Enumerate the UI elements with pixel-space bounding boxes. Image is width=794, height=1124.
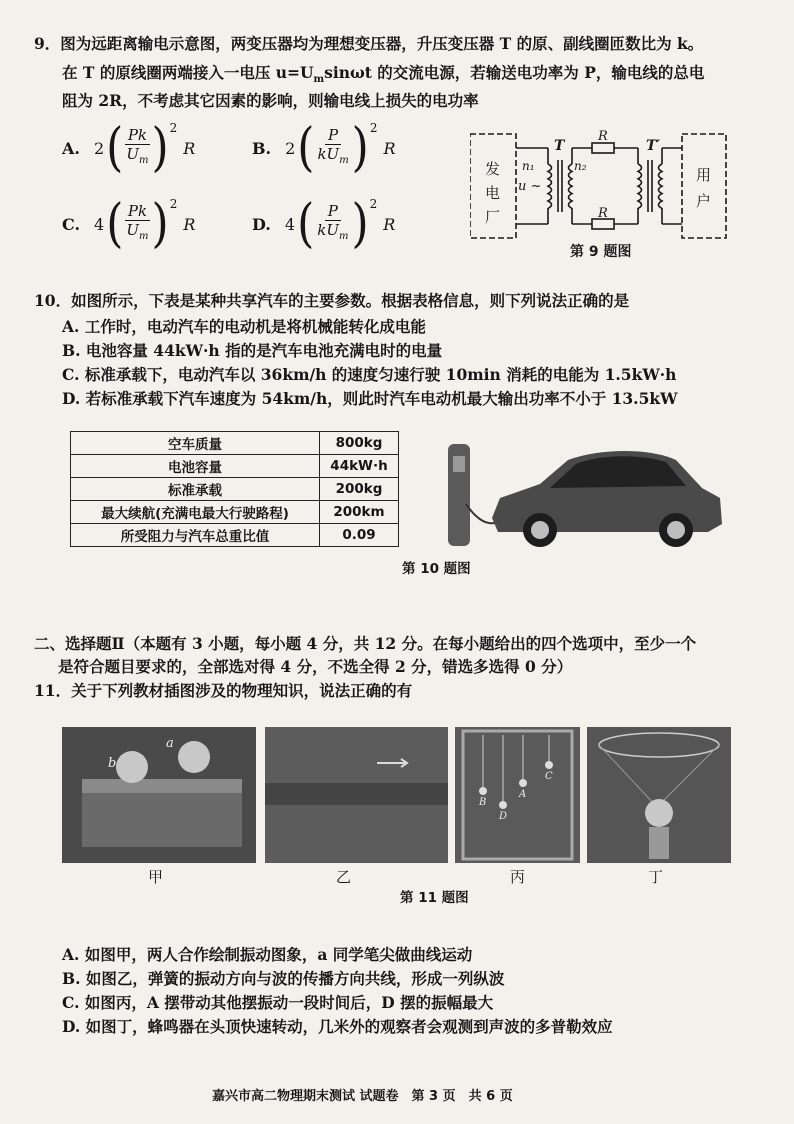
q10-figure-caption: 第 10 题图 xyxy=(402,561,471,577)
user-char-2: 户 xyxy=(696,192,712,210)
q9-figure-caption: 第 9 题图 xyxy=(570,244,632,260)
transformer-t2-label: T′ xyxy=(646,138,661,154)
photo-label-ding: 丁 xyxy=(648,868,664,886)
q9-option-b[interactable]: B. 2 ( $\frac{P}{kU_m}$ ) 2 R xyxy=(252,116,396,178)
photo-bing xyxy=(455,727,580,863)
q10-line-1: 10．如图所示，下表是某种共享汽车的主要参数。根据表格信息，则下列说法正确的是 xyxy=(34,291,630,310)
section2-line-1: 二、选择题Ⅱ（本题有 3 小题，每小题 4 分，共 12 分。在每小题给出的四个选项中，至少一个 xyxy=(34,634,697,653)
transformer-t-label: T xyxy=(554,138,565,154)
q9-line-2: 在 T 的原线圈两端接入一电压 $u=U_m\sin\omega t$ 的交流电源，若输送电功率为 P，输电线的总电 xyxy=(62,63,705,86)
q9-option-d[interactable]: D. 4 ( $\frac{P}{kU_m}$ ) 2 R xyxy=(252,192,396,254)
front-wheel xyxy=(531,521,549,539)
q9-line-1: 9．图为远距离输电示意图，两变压器均为理想变压器，升压变压器 T 的原、副线圈匝数比为 k。 xyxy=(34,34,704,53)
q10-option-a[interactable]: A. 工作时，电动汽车的电动机是将机械能转化成电能 xyxy=(62,317,426,336)
person-a-label: a xyxy=(166,736,174,751)
q11-option-d[interactable]: D. 如图丁，蜂鸣器在头顶快速转动，几米外的观察者会观测到声波的多普勒效应 xyxy=(62,1017,613,1036)
pendulum-d-label: D xyxy=(499,811,508,822)
photo-yi xyxy=(265,727,448,863)
rear-wheel xyxy=(667,521,685,539)
resistor-label-bottom: R xyxy=(598,206,608,221)
q9-option-a[interactable]: A. 2 ( $\frac{Pk}{U_m}$ ) 2 R xyxy=(62,116,196,178)
q10-option-b[interactable]: B. 电池容量 44kW·h 指的是汽车电池充满电时的电量 xyxy=(62,341,443,360)
q11-option-a[interactable]: A. 如图甲，两人合作绘制振动图象，a 同学笔尖做曲线运动 xyxy=(62,945,473,964)
photo-label-jia: 甲 xyxy=(148,868,164,886)
pendulum-a-label: A xyxy=(519,789,527,800)
pendulum-b-label: B xyxy=(479,797,487,808)
photo-label-yi: 乙 xyxy=(336,868,352,886)
generator-char-2: 电 xyxy=(485,184,501,202)
photo-label-bing: 丙 xyxy=(510,868,526,886)
q11-option-c[interactable]: C. 如图丙，A 摆带动其他摆振动一段时间后，D 摆的振幅最大 xyxy=(62,993,494,1012)
q11-option-b[interactable]: B. 如图乙，弹簧的振动方向与波的传播方向共线，形成一列纵波 xyxy=(62,969,505,988)
user-box xyxy=(682,134,726,238)
photo-jia xyxy=(62,727,256,863)
generator-char-3: 厂 xyxy=(485,208,501,226)
table-row: 所受阻力与汽车总重比值 0.09 xyxy=(71,524,399,547)
table-row: 标准承载 200kg xyxy=(71,478,399,501)
page-footer: 嘉兴市高二物理期末测试 试题卷 第 3 页 共 6 页 xyxy=(212,1089,513,1104)
q11-line-1: 11．关于下列教材插图涉及的物理知识，说法正确的有 xyxy=(34,681,413,700)
table-row: 电池容量 44kW·h xyxy=(71,455,399,478)
q9-circuit-diagram xyxy=(470,128,780,268)
q11-figure-caption: 第 11 题图 xyxy=(400,890,469,906)
primary-coil-1 xyxy=(548,164,552,208)
secondary-coil-1 xyxy=(569,164,573,208)
photo-ding xyxy=(587,727,731,863)
table-row: 空车质量 800kg xyxy=(71,432,399,455)
q10-option-d[interactable]: D. 若标准承载下汽车速度为 54km/h，则此时汽车电动机最大输出功率不小于 13.5kW xyxy=(62,389,678,408)
electric-car-illustration xyxy=(440,432,730,550)
primary-coil-2 xyxy=(638,164,642,208)
user-char-1: 用 xyxy=(696,166,712,184)
section2-line-2: 是符合题目要求的，全部选对得 4 分，不选全得 2 分，错选多选得 0 分） xyxy=(58,657,573,676)
source-label: u ~ xyxy=(518,179,542,194)
n1-label: n₁ xyxy=(522,159,535,173)
q10-option-c[interactable]: C. 标准承载下，电动汽车以 36km/h 的速度匀速行驶 10min 消耗的电能为 1.5kW·h xyxy=(62,365,677,384)
q9-option-c[interactable]: C. 4 ( $\frac{Pk}{U_m}$ ) 2 R xyxy=(62,192,196,254)
secondary-coil-2 xyxy=(659,164,663,208)
generator-char-1: 发 xyxy=(485,160,501,178)
table-row: 最大续航(充满电最大行驶路程) 200km xyxy=(71,501,399,524)
q9-line-3: 阻为 2R，不考虑其它因素的影响，则输电线上损失的电功率 xyxy=(62,91,479,110)
resistor-label-top: R xyxy=(598,129,608,144)
pendulum-c-label: C xyxy=(545,771,553,782)
n2-label: n₂ xyxy=(574,159,587,173)
line-resistor-top xyxy=(592,143,614,153)
person-b-label: b xyxy=(108,756,117,771)
car-parameter-table xyxy=(70,431,399,547)
